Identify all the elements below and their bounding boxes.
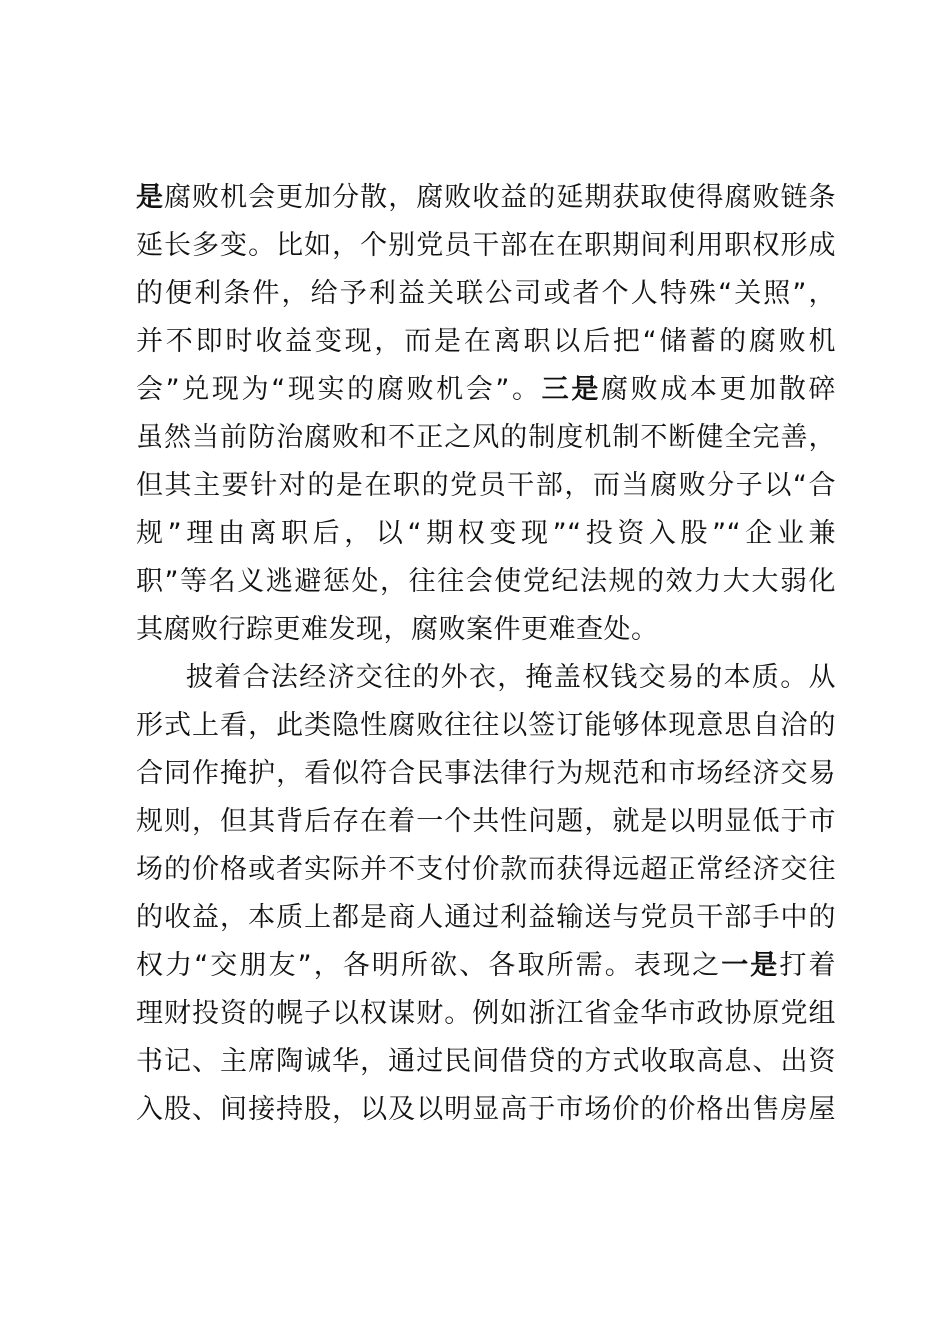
emphasis-text: 是 <box>136 182 165 213</box>
text-line <box>136 370 836 410</box>
text-line: 理财投资的幌子以权谋财。例如浙江省金华市政协原党组 <box>136 998 836 1029</box>
text-line: 并不即时收益变现，而是在离职以后把“储蓄的腐败机 <box>136 326 836 357</box>
body-text: 权力“交朋友”，各明所欲、各取所需。表现之 <box>136 950 722 981</box>
text-line <box>136 178 836 218</box>
text-line: 形式上看，此类隐性腐败往往以签订能够体现意思自洽的 <box>136 710 836 741</box>
body-text: 腐败成本更加散碎 <box>600 374 836 405</box>
text-line: 规”理由离职后，以“期权变现”“投资入股”“企业兼 <box>136 518 836 549</box>
body-text: 腐败机会更加分散，腐败收益的延期获取使得腐败链条 <box>164 182 837 213</box>
text-line: 职”等名义逃避惩处，往往会使党纪法规的效力大大弱化 <box>136 566 836 597</box>
text-line: 虽然当前防治腐败和不正之风的制度机制不断健全完善， <box>136 422 836 453</box>
text-line <box>136 946 836 986</box>
text-line: 披着合法经济交往的外衣，掩盖权钱交易的本质。从 <box>186 662 836 693</box>
text-line: 书记、主席陶诚华，通过民间借贷的方式收取高息、出资 <box>136 1046 836 1077</box>
text-line: 其腐败行踪更难发现，腐败案件更难查处。 <box>136 614 659 645</box>
text-line: 但其主要针对的是在职的党员干部，而当腐败分子以“合 <box>136 470 836 501</box>
body-text: 会”兑现为“现实的腐败机会”。 <box>136 374 542 405</box>
text-line: 的收益，本质上都是商人通过利益输送与党员干部手中的 <box>136 902 836 933</box>
text-line: 的便利条件，给予利益关联公司或者个人特殊“关照”， <box>136 278 836 309</box>
emphasis-text: 三是 <box>541 374 601 405</box>
text-line: 入股、间接持股，以及以明显高于市场价的价格出售房屋 <box>136 1094 836 1125</box>
text-line: 延长多变。比如，个别党员干部在在职期间利用职权形成 <box>136 230 836 261</box>
text-line: 合同作掩护，看似符合民事法律行为规范和市场经济交易 <box>136 758 836 789</box>
text-line: 规则，但其背后存在着一个共性问题，就是以明显低于市 <box>136 806 836 837</box>
body-text: 打着 <box>779 950 837 981</box>
emphasis-text: 一是 <box>721 950 780 981</box>
text-line: 场的价格或者实际并不支付价款而获得远超正常经济交往 <box>136 854 836 885</box>
